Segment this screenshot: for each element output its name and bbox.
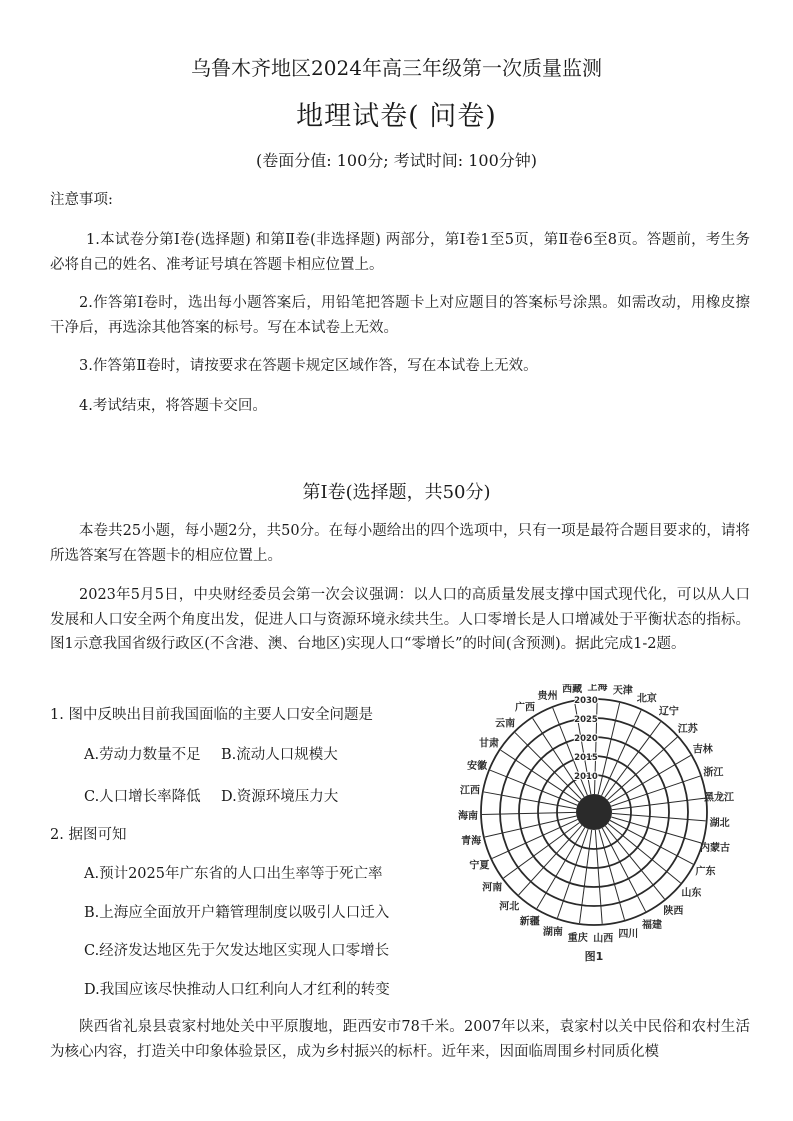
province-label: 安徽 bbox=[467, 760, 488, 772]
q2-option-a: A.预计2025年广东省的人口出生率等于死亡率 bbox=[84, 866, 383, 882]
province-spoke bbox=[610, 820, 693, 864]
province-label: 贵州 bbox=[537, 690, 558, 702]
exam-title: 乌鲁木齐地区2024年高三年级第一次质量监测 bbox=[191, 56, 602, 80]
province-label: 浙江 bbox=[703, 767, 724, 779]
q1-option-d: D.资源环境压力大 bbox=[221, 789, 339, 805]
province-label: 宁夏 bbox=[469, 860, 490, 872]
province-label: 天津 bbox=[612, 685, 633, 697]
province-label: 黑龙江 bbox=[704, 792, 735, 804]
province-label: 陕西 bbox=[663, 905, 684, 917]
notice-item-4: 4.考试结束，将答题卡交回。 bbox=[79, 398, 267, 414]
province-label: 河北 bbox=[499, 901, 520, 913]
q1-option-b: B.流动人口规模大 bbox=[221, 747, 338, 763]
subject-title: 地理试卷( 问卷) bbox=[296, 101, 497, 132]
province-label: 甘肃 bbox=[478, 738, 499, 750]
province-label: 江苏 bbox=[677, 723, 698, 735]
province-spoke bbox=[482, 812, 576, 814]
province-label: 内蒙古 bbox=[700, 843, 731, 855]
q2-option-d: D.我国应该尽快推动人口红利向人才红利的转变 bbox=[84, 982, 390, 998]
passage-2: 陕西省礼泉县袁家村地处关中平原腹地，距西安市78千米。2007年以来，袁家村以关中民俗和农村生活为核心内容，打造关中印象体验景区，成为乡村振兴的标杆。近年来，因面临周围乡村同质化模 bbox=[50, 1019, 750, 1060]
province-label: 辽宁 bbox=[658, 706, 679, 718]
province-label: 江西 bbox=[460, 785, 481, 797]
province-label: 四川 bbox=[618, 929, 639, 941]
year-label: 2015 bbox=[574, 753, 598, 763]
q2-option-c: C.经济发达地区先于欠发达地区实现人口零增长 bbox=[84, 943, 390, 959]
notice-item-1: 1.本试卷分第Ⅰ卷(选择题) 和第Ⅱ卷(非选择题) 两部分，第Ⅰ卷1至5页，第Ⅱ卷6至8页。答题前，考生务必将自己的姓名、准考证号填在答题卡相应位置上。 bbox=[50, 232, 750, 273]
passage-1: 2023年5月5日，中央财经委员会第一次会议强调：以人口的高质量发展支撑中国式现代化，可以从人口发展和人口安全两个角度出发，促进人口与资源环境永续共生。人口零增长是人口增减处于平衡状态的指标。图1示意我国省级行政区(不含港、澳、台地区)实现人口“零增长”的时间(含预测)。据此完成1-2题。 bbox=[50, 587, 750, 652]
year-label: 2030 bbox=[574, 696, 598, 706]
notice-heading: 注意事项: bbox=[50, 192, 113, 208]
province-label: 吉林 bbox=[692, 744, 713, 756]
year-label: 2020 bbox=[574, 734, 598, 744]
province-label: 山东 bbox=[681, 887, 702, 899]
province-label: 山西 bbox=[593, 933, 614, 945]
figure-1 bbox=[448, 684, 748, 966]
exam-info: (卷面分值: 100分; 考试时间: 100分钟) bbox=[256, 151, 537, 170]
province-label: 湖南 bbox=[542, 927, 563, 939]
province-spoke bbox=[580, 830, 592, 923]
province-label: 西藏 bbox=[562, 684, 583, 695]
province-label: 广东 bbox=[695, 866, 716, 878]
province-label: 湖北 bbox=[709, 817, 730, 829]
question-1-stem: 1. 图中反映出目前我国面临的主要人口安全问题是 bbox=[50, 707, 373, 723]
q1-option-a: A.劳动力数量不足 bbox=[84, 747, 201, 763]
section-title: 第Ⅰ卷(选择题，共50分) bbox=[302, 482, 491, 503]
zero-growth-radial-figure bbox=[448, 684, 748, 966]
province-spoke bbox=[612, 813, 706, 820]
year-label: 2010 bbox=[574, 772, 598, 782]
province-label: 新疆 bbox=[519, 916, 540, 928]
figure-caption: 图1 bbox=[584, 950, 604, 963]
province-label: 上海 bbox=[587, 684, 608, 694]
notice-item-3: 3.作答第Ⅱ卷时，请按要求在答题卡规定区域作答，写在本试卷上无效。 bbox=[79, 358, 538, 374]
notice-item-2: 2.作答第Ⅰ卷时，选出每小题答案后，用铅笔把答题卡上对应题目的答案标号涂黑。如需改动，用橡皮擦干净后，再选涂其他答案的标号。写在本试卷上无效。 bbox=[50, 295, 750, 336]
q1-option-c: C.人口增长率降低 bbox=[84, 789, 201, 805]
section-intro: 本卷共25小题，每小题2分，共50分。在每小题给出的四个选项中，只有一项是最符合题目要求的，请将所选答案写在答题卡的相应位置上。 bbox=[50, 523, 750, 564]
center-hub bbox=[576, 794, 612, 830]
q2-option-b: B.上海应全面放开户籍管理制度以吸引人口迁入 bbox=[84, 905, 390, 921]
province-label: 重庆 bbox=[567, 932, 588, 944]
question-2-stem: 2. 据图可知 bbox=[50, 827, 127, 843]
province-spoke bbox=[612, 798, 705, 810]
province-label: 福建 bbox=[642, 919, 663, 931]
province-spoke bbox=[602, 828, 645, 911]
province-spoke bbox=[595, 830, 602, 924]
province-label: 河南 bbox=[482, 882, 503, 894]
province-label: 广西 bbox=[514, 702, 535, 714]
year-label: 2025 bbox=[574, 715, 598, 725]
province-label: 云南 bbox=[495, 718, 516, 730]
province-label: 海南 bbox=[458, 810, 479, 822]
province-label: 青海 bbox=[461, 836, 482, 848]
province-label: 北京 bbox=[636, 693, 657, 705]
